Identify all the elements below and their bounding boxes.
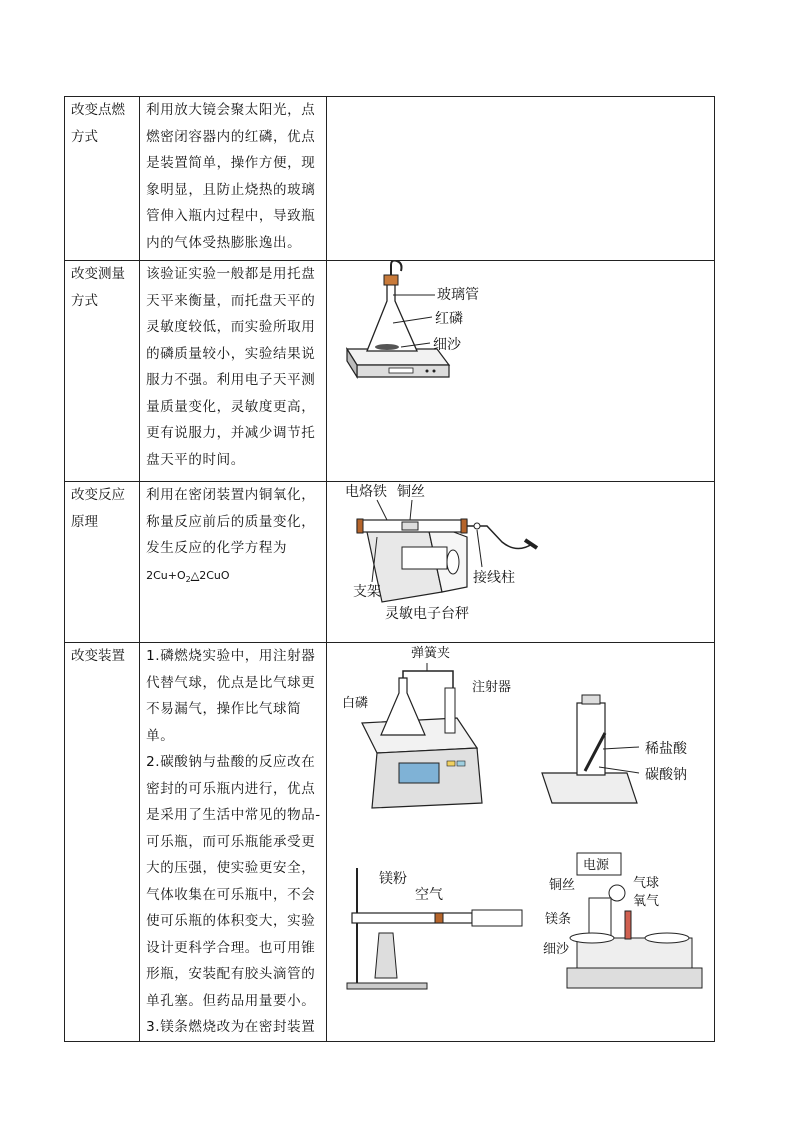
row-figure-cell (327, 97, 715, 261)
row-label: 改变反应原理 (71, 487, 125, 530)
label-fine-sand: 细沙 (433, 337, 462, 353)
row-figure-cell (327, 261, 715, 482)
label-oxygen: 氧气 (633, 894, 660, 909)
label-sand: 细沙 (543, 942, 570, 957)
label-glass-tube: 玻璃管 (437, 287, 480, 303)
table-row (65, 261, 715, 482)
row-label: 改变点燃方式 (71, 102, 125, 145)
experiment-table (64, 96, 715, 1042)
row-text (140, 643, 326, 1041)
row-label: 改变测量方式 (71, 266, 125, 309)
row-text-cell (140, 643, 327, 1042)
electronic-balance-figure (327, 261, 712, 477)
row-figure-cell (327, 482, 715, 643)
row-text (140, 482, 326, 593)
row-text-item: 3.镁条燃烧改为在密封装置 (146, 1019, 316, 1035)
label-syringe: 注射器 (472, 680, 512, 695)
table-row (65, 482, 715, 643)
label-cu-wire: 铜丝 (549, 878, 576, 893)
apparatus-figures (327, 643, 712, 1023)
row-label-cell (65, 261, 140, 482)
row-text-cell (140, 97, 327, 261)
table-row (65, 97, 715, 261)
label-mg-strip: 镁条 (545, 912, 572, 927)
label-white-phosphorus: 白磷 (342, 696, 369, 711)
label-scale: 灵敏电子台秤 (385, 606, 470, 622)
row-text: 利用放大镜会聚太阳光，点燃密闭容器内的红磷，优点是装置简单，操作方便，现象明显，且防止烧热的玻璃管伸入瓶内过程中，导致瓶内的气体受热膨胀逸出。 (146, 102, 316, 251)
label-power: 电源 (583, 858, 610, 873)
table-row (65, 643, 715, 1042)
row-label-cell (65, 482, 140, 643)
row-label: 改变装置 (71, 648, 125, 664)
label-mg-powder: 镁粉 (379, 871, 408, 887)
row-text-cell (140, 261, 327, 482)
label-hcl: 稀盐酸 (645, 741, 688, 757)
label-stand: 支架 (353, 584, 382, 600)
label-copper-wire: 铜丝 (397, 484, 426, 500)
row-text-cell (140, 482, 327, 643)
row-label-cell (65, 643, 140, 1042)
row-text-item: 1.磷燃烧实验中，用注射器代替气球，优点是比气球更不易漏气，操作比气球简单。 (146, 648, 316, 744)
chemical-equation: $2Cu+O_2\triangle 2CuO$ (146, 568, 230, 584)
label-spring-clip: 弹簧夹 (411, 646, 451, 661)
label-red-phosphorus: 红磷 (435, 311, 464, 327)
label-air: 空气 (415, 887, 444, 903)
row-text-body: 利用在密闭装置内铜氧化，称量反应前后的质量变化，发生反应的化学方程为 (146, 487, 316, 556)
label-iron: 电烙铁 (345, 484, 388, 500)
row-text: 该验证实验一般都是用托盘天平来衡量，而托盘天平的灵敏度较低，而实验所取用的磷质量较小，实验结果说服力不强。利用电子天平测量质量变化，灵敏度更高，更有说服力，并减少调节托盘天平的时间。 (146, 266, 316, 468)
label-balloon: 气球 (633, 876, 660, 891)
copper-oxidation-figure (327, 482, 712, 638)
row-text-item: 2.碳酸钠与盐酸的反应改在密封的可乐瓶内进行，优点是采用了生活中常见的物品-可乐瓶，而可乐瓶能承受更大的压强，使实验更安全，气体收集在可乐瓶中，不会使可乐瓶的体积变大，实验设计更科学合理。也可用锥形瓶，安装配有胶头滴管的单孔塞。但药品用量要小。 (146, 754, 321, 1009)
label-na2co3: 碳酸钠 (645, 767, 688, 783)
row-figure-cell (327, 643, 715, 1042)
label-terminal: 接线柱 (473, 570, 516, 586)
row-label-cell (65, 97, 140, 261)
